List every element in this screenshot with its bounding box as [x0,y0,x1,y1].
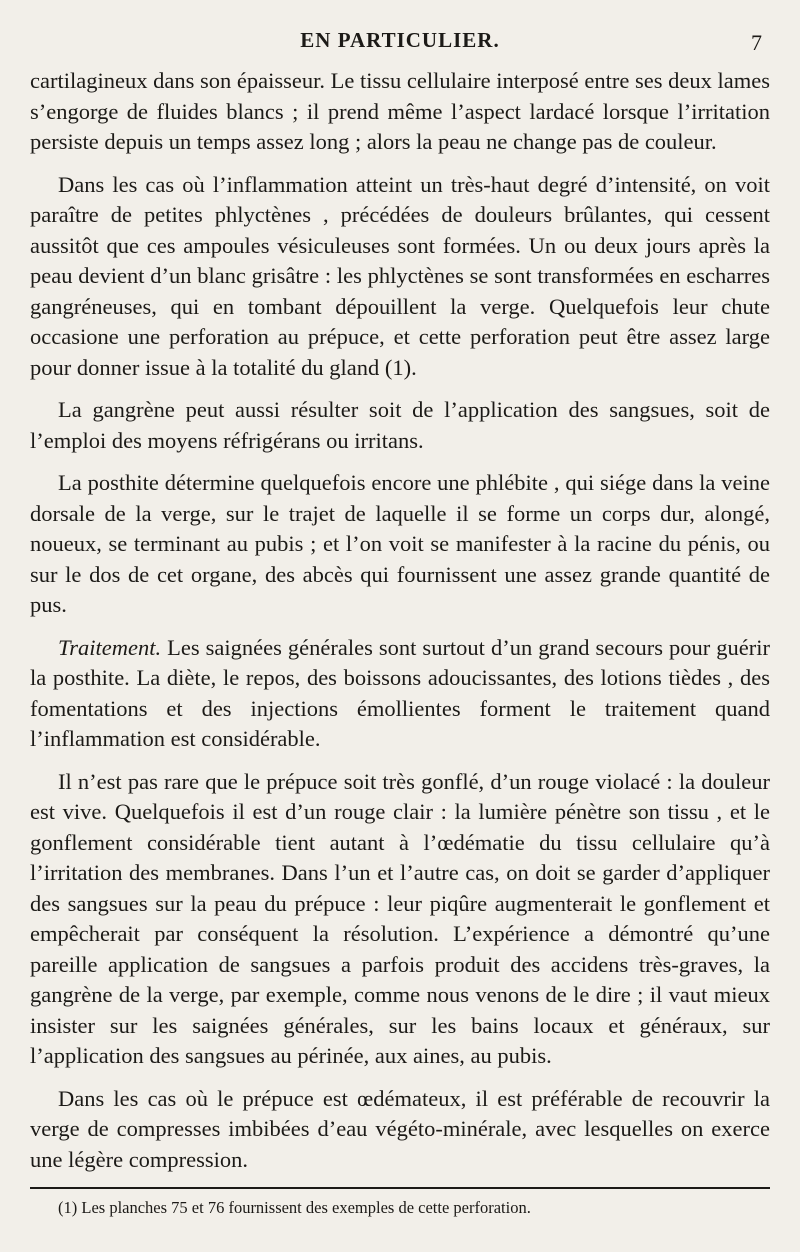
paragraph-5-traitement [30,633,770,755]
paragraph-7: Dans les cas où le prépuce est œdémateux, il est préférable de recouvrir la verge de compresses imbibées d’eau végéto-minérale, avec lesquelles on exerce une légère compression. [30,1085,770,1172]
section-lead-traitement: Traitement. [58,634,162,660]
running-title: EN PARTICULIER. [300,28,500,52]
paragraph-2: Dans les cas où l’inflammation atteint un très-haut degré d’intensité, on voit paraître de petites phlyctènes , précédées de douleurs brûlantes, qui cessent aussitôt que ces ampoules vésiculeuses sont formées. Un ou deux jours après la peau devient d’un blanc grisâtre : les phlyctènes se sont transformées en escharres gangréneuses, qui en tombant dépouillent la verge. Quelquefois leur chute occasione une perforation au prépuce, et cette perforation peut être assez large pour donner issue à la totalité du gland (1). [30,171,770,380]
paragraph-5-body: Les saignées générales sont surtout d’un grand secours pour guérir la posthite. La diète, le repos, des boissons adoucissantes, des lotions tièdes , des fomentations et des injections émollientes forment le traitement quand l’inflammation est considérable. [30,634,770,751]
footnote: (1) Les planches 75 et 76 fournissent des exemples de cette perforation. [58,1198,531,1217]
paragraph-4: La posthite détermine quelquefois encore une phlébite , qui siége dans la veine dorsale de la verge, sur le trajet de laquelle il se forme un corps dur, alongé, noueux, se terminant au pubis ; et l’on voit se manifester à la racine du pénis, ou sur le dos de cet organe, des abcès qui fournissent une assez grande quantité de pus. [30,470,770,617]
footnote-separator [30,1187,770,1189]
page-header [30,22,770,62]
body-text [30,66,770,1175]
paragraph-3: La gangrène peut aussi résulter soit de l’application des sangsues, soit de l’emploi des moyens réfrigérans ou irritans. [30,397,770,453]
paragraph-6: Il n’est pas rare que le prépuce soit très gonflé, d’un rouge violacé : la douleur est vive. Quelquefois il est d’un rouge clair : la lumière pénètre son tissu , et le gonflement considérable tient autant à l’œdématie du tissu cellulaire qu’à l’irritation des membranes. Dans l’un et l’autre cas, on doit se garder d’appliquer des sangsues sur la peau du prépuce : leur piqûre augmenterait le gonflement et empêcherait par conséquent la résolution. L’expérience a démontré qu’une pareille application de sangsues a parfois produit des accidens très-graves, la gangrène de la verge, par exemple, comme nous venons de le dire ; il vaut mieux insister sur les saignées générales, sur les bains locaux et généraux, sur l’application des sangsues au périnée, aux aines, au pubis. [30,768,770,1068]
page-number: 7 [751,30,762,55]
paragraph-1: cartilagineux dans son épaisseur. Le tissu cellulaire interposé entre ses deux lames s’engorge de fluides blancs ; il prend même l’aspect lardacé lorsque l’irritation persiste depuis un temps assez long ; alors la peau ne change pas de couleur. [30,68,770,154]
